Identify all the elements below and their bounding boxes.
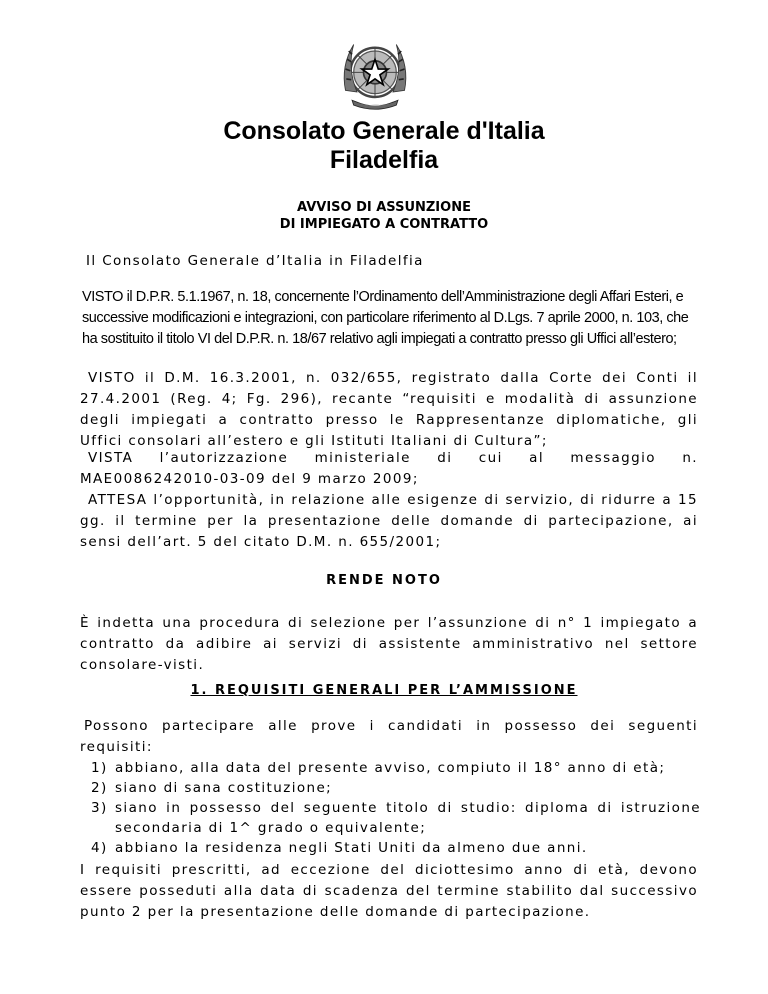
vista-autorizzazione-paragraph: VISTA l’autorizzazione ministeriale di cui al messaggio n. MAE0086242010-03-09 del 9 marzo 2009;	[80, 450, 698, 487]
list-item-text: abbiano la residenza negli Stati Uniti da almeno due anni.	[115, 840, 588, 856]
list-item	[91, 778, 701, 798]
visto-dpr-paragraph: VISTO il D.P.R. 5.1.1967, n. 18, concernente l’Ordinamento dell’Amministrazione degli Affari Esteri, e successive modificazioni e integrazioni, con particolare riferimento al D.Lgs. 7 aprile 2000, n. 103, che ha sostituito il titolo VI del D.P.R. n. 18/67 relativo agli impiegati a contratto presso gli Uffici all’estero;	[82, 289, 689, 347]
list-item-number: 2)	[91, 780, 108, 796]
list-item	[91, 758, 701, 778]
section-1-heading: 1. REQUISITI GENERALI PER L’AMMISSIONE	[190, 683, 578, 698]
list-item-text: abbiano, alla data del presente avviso, compiuto il 18° anno di età;	[115, 760, 666, 776]
notice-subtitle: DI IMPIEGATO A CONTRATTO	[279, 217, 489, 232]
requirements-intro: Possono partecipare alle prove i candidati in possesso dei seguenti requisiti:	[80, 718, 698, 755]
indetta-paragraph: È indetta una procedura di selezione per l’assunzione di n° 1 impiegato a contratto da adibire ai servizi di assistente amministrativo nel settore consolare-visti.	[80, 615, 698, 673]
rende-noto-heading: RENDE NOTO	[326, 573, 442, 588]
institution-city: Filadelfia	[329, 146, 439, 174]
list-item-number: 3)	[91, 800, 108, 816]
list-item-number: 1)	[91, 760, 108, 776]
italian-republic-emblem-icon	[334, 33, 416, 115]
list-item-number: 4)	[91, 840, 108, 856]
attesa-paragraph: ATTESA l’opportunità, in relazione alle esigenze di servizio, di ridurre a 15 gg. il termine per la presentazione delle domande di partecipazione, ai sensi dell’art. 5 del citato D.M. n. 655/2001;	[80, 492, 698, 550]
requirements-closing-paragraph: I requisiti prescritti, ad eccezione del diciottesimo anno di età, devono essere posseduti alla data di scadenza del termine stabilito dal successivo punto 2 per la presentazione delle domande di partecipazione.	[80, 862, 698, 920]
intro-line: Il Consolato Generale d’Italia in Filadelfia	[86, 253, 424, 269]
list-item-text: siano in possesso del seguente titolo di studio: diploma di istruzione secondaria di 1^ grado o equivalente;	[115, 800, 701, 836]
list-item	[91, 798, 701, 838]
visto-dm-paragraph: VISTO il D.M. 16.3.2001, n. 032/655, registrato dalla Corte dei Conti il 27.4.2001 (Reg. 4; Fg. 296), recante “requisiti e modalità di assunzione degli impiegati a contratto presso le Rappresentanze diplomatiche, gli Uffici consolari all’estero e gli Istituti Italiani di Cultura”;	[80, 370, 698, 449]
list-item	[91, 838, 701, 858]
notice-title: AVVISO DI ASSUNZIONE	[297, 200, 471, 215]
requirements-list	[91, 758, 701, 858]
list-item-text: siano di sana costituzione;	[115, 780, 333, 796]
institution-name: Consolato Generale d'Italia	[223, 117, 545, 145]
